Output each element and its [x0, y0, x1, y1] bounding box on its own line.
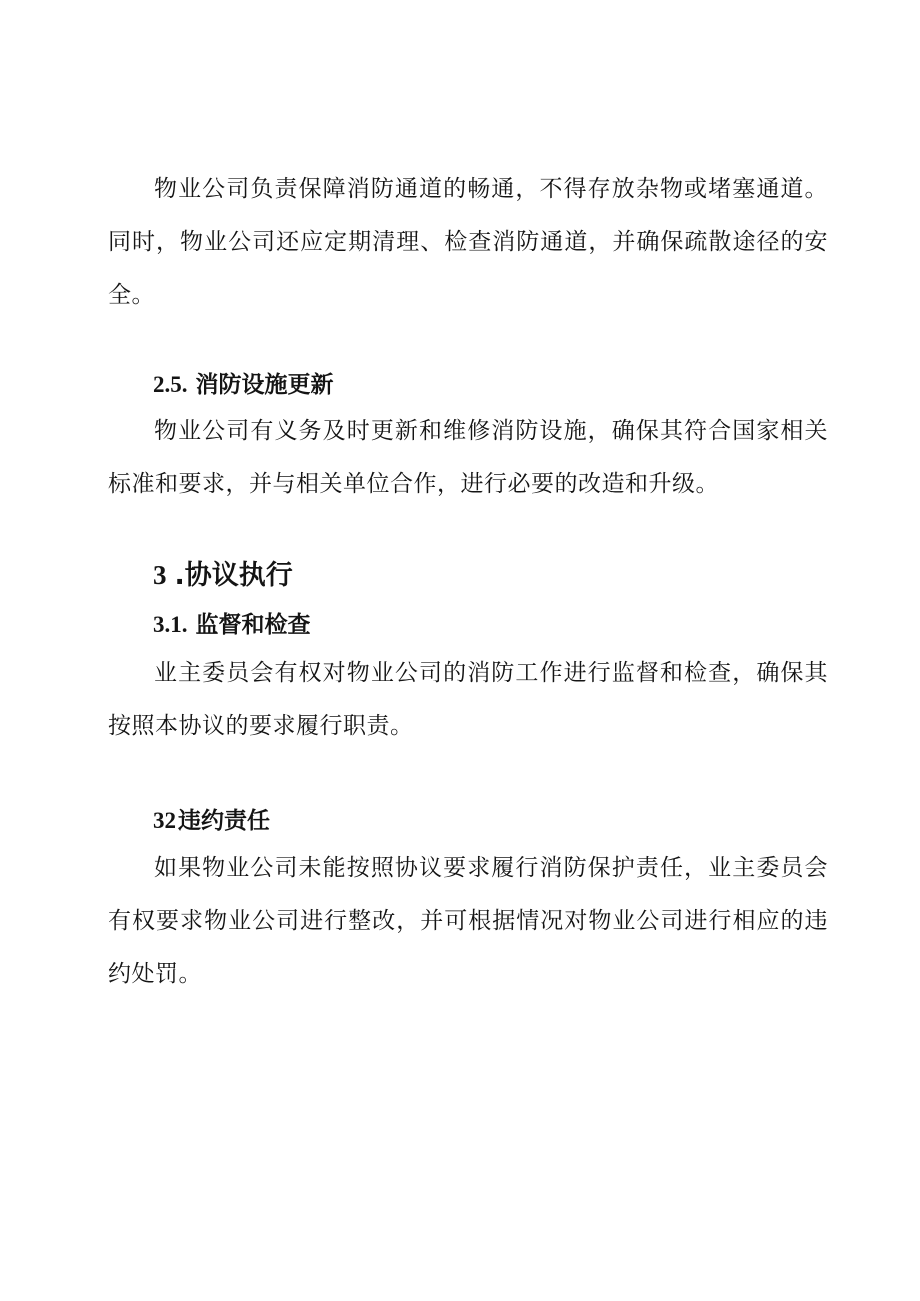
paragraph-facility-update: 物业公司有义务及时更新和维修消防设施，确保其符合国家相关标准和要求，并与相关单位合作，进行必要的改造和升级。: [108, 418, 828, 497]
section-number: 2.5.: [153, 372, 188, 397]
heading-3-2: [153, 806, 270, 836]
paragraph-liability: 如果物业公司未能按照协议要求履行消防保护责任，业主委员会有权要求物业公司进行整改，并可根据情况对物业公司进行相应的违约处罚。: [108, 855, 828, 987]
section-number: 3.1.: [153, 612, 188, 637]
paragraph-fire-passage: 物业公司负责保障消防通道的畅通，不得存放杂物或堵塞通道。同时，物业公司还应定期清理、检查消防通道，并确保疏散途径的安全。: [108, 176, 828, 308]
heading-3: [153, 558, 293, 593]
heading-2-5: [153, 370, 334, 400]
section-number: 32: [153, 808, 176, 833]
paragraph-supervision: 业主委员会有权对物业公司的消防工作进行监督和检查，确保其按照本协议的要求履行职责。: [108, 660, 828, 739]
section-title: 违约责任: [178, 808, 270, 834]
heading-3-1: [153, 610, 311, 640]
section-title: 消防设施更新: [195, 372, 334, 398]
section-number: 3: [153, 560, 167, 590]
section-title: .协议执行: [174, 560, 293, 591]
section-title: 监督和检查: [195, 612, 311, 638]
